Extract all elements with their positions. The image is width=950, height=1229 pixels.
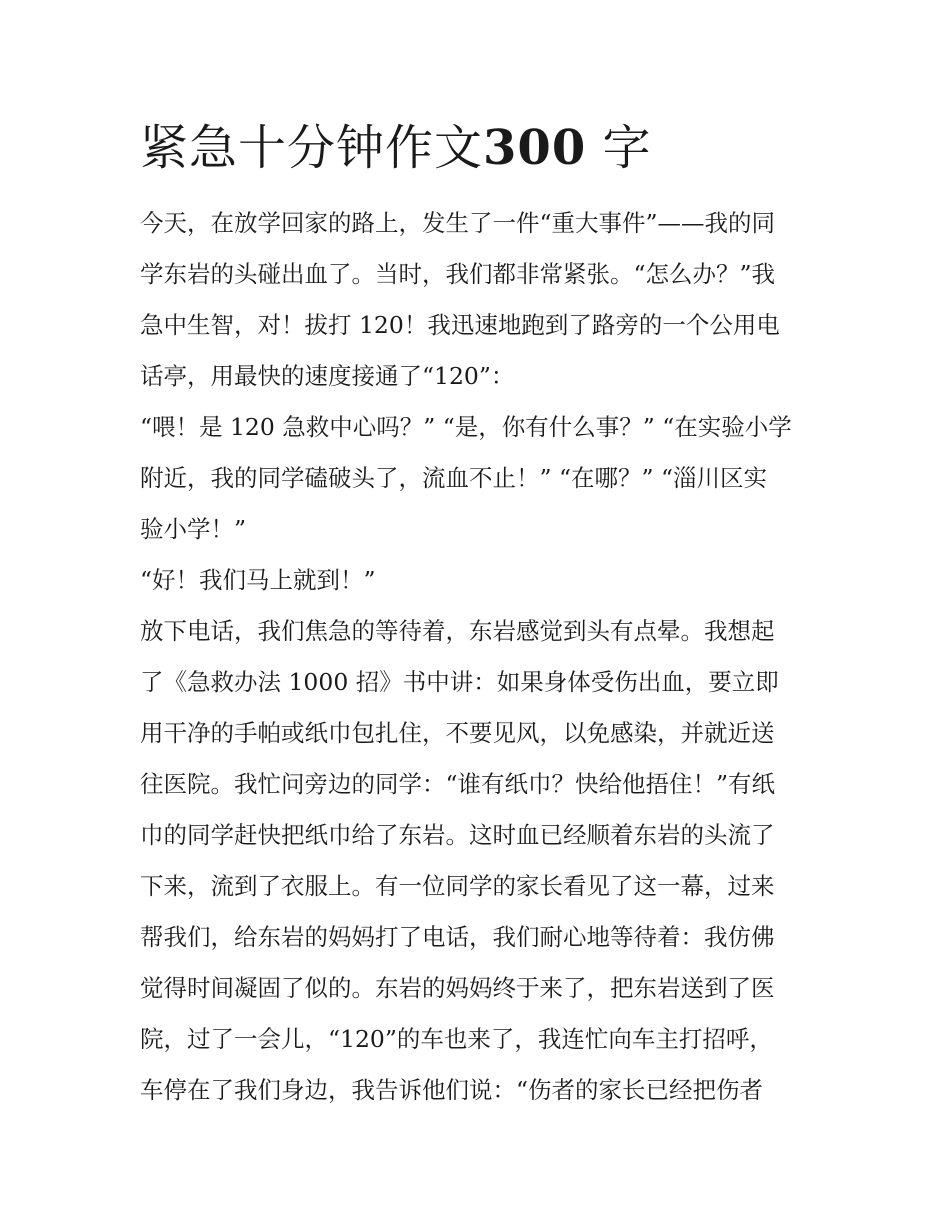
text-line: “喂！是 120 急救中心吗？” “是，你有什么事？” “在实验小学 bbox=[140, 413, 792, 441]
text-line: 话亭，用最快的速度接通了“120”： bbox=[140, 362, 515, 390]
text-line: 今天，在放学回家的路上，发生了一件“重大事件”——我的同 bbox=[140, 209, 776, 237]
title-suffix: 字 bbox=[602, 120, 652, 176]
document-body bbox=[140, 198, 820, 1116]
text-line: 下来，流到了衣服上。有一位同学的家长看见了这一幕，过来 bbox=[140, 872, 775, 900]
title-text: 紧急十分钟作文 bbox=[140, 120, 484, 176]
text-line: 觉得时间凝固了似的。东岩的妈妈终于来了，把东岩送到了医 bbox=[140, 974, 775, 1002]
text-line: 帮我们，给东岩的妈妈打了电话，我们耐心地等待着：我仿佛 bbox=[140, 923, 775, 951]
text-line: 车停在了我们身边，我告诉他们说：“伤者的家长已经把伤者 bbox=[140, 1076, 764, 1104]
text-line: “好！我们马上就到！” bbox=[140, 566, 376, 594]
page-title bbox=[140, 112, 820, 184]
text-line: 放下电话，我们焦急的等待着，东岩感觉到头有点晕。我想起 bbox=[140, 617, 775, 645]
text-line: 院，过了一会儿，“120”的车也来了，我连忙向车主打招呼， bbox=[140, 1025, 773, 1053]
document-page bbox=[140, 112, 820, 1116]
text-line: 附近，我的同学磕破头了，流血不止！” “在哪？” “淄川区实 bbox=[140, 464, 767, 492]
text-line: 了《急救办法 1000 招》书中讲：如果身体受伤出血，要立即 bbox=[140, 668, 779, 696]
text-line: 学东岩的头碰出血了。当时，我们都非常紧张。“怎么办？”我 bbox=[140, 260, 776, 288]
text-line: 往医院。我忙问旁边的同学：“谁有纸巾？快给他捂住！”有纸 bbox=[140, 770, 776, 798]
text-line: 验小学！” bbox=[140, 515, 247, 543]
text-line: 急中生智，对！拔打 120！我迅速地跑到了路旁的一个公用电 bbox=[140, 311, 780, 339]
text-line: 巾的同学赶快把纸巾给了东岩。这时血已经顺着东岩的头流了 bbox=[140, 821, 775, 849]
title-number: 300 bbox=[483, 120, 587, 176]
text-line: 用干净的手帕或纸巾包扎住，不要见风，以免感染，并就近送 bbox=[140, 719, 775, 747]
